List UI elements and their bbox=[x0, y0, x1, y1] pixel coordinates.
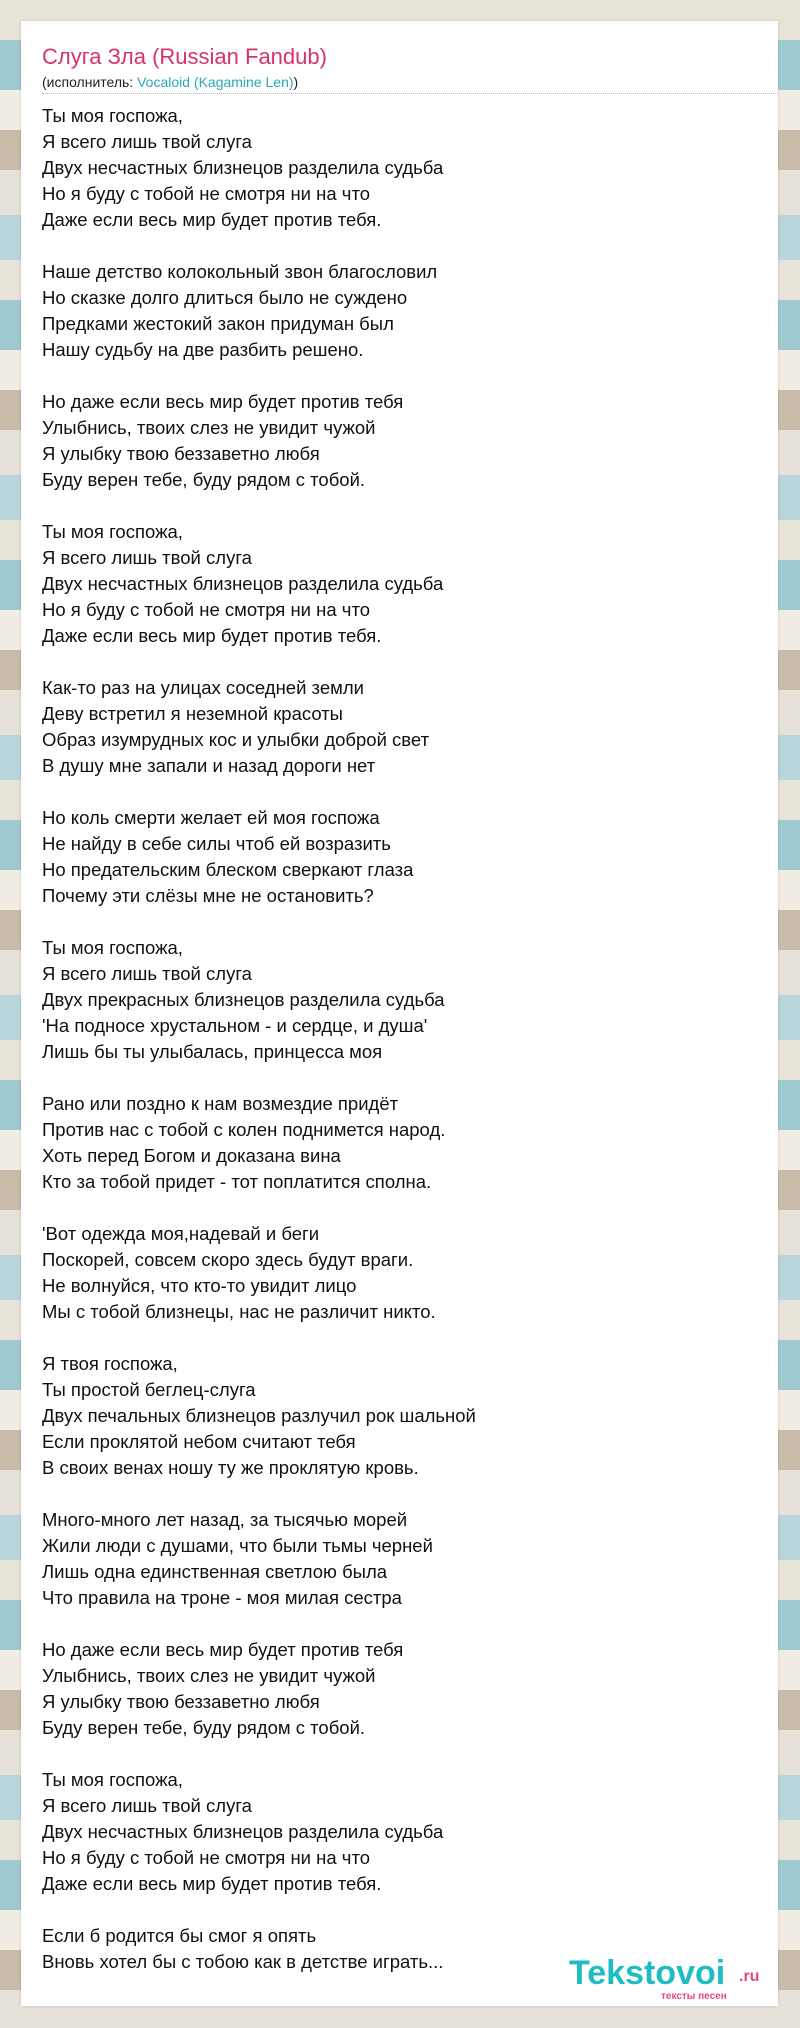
lyrics-line: Не найду в себе силы чтоб ей возразить bbox=[42, 833, 391, 854]
lyrics-line: Буду верен тебе, буду рядом с тобой. bbox=[42, 469, 366, 490]
lyrics-line: Но я буду с тобой не смотря ни на что bbox=[42, 1847, 370, 1868]
lyrics-line: Я улыбку твою беззаветно любя bbox=[42, 443, 320, 464]
lyrics-line: Мы с тобой близнецы, нас не различит никто. bbox=[42, 1301, 436, 1322]
lyrics-stanza bbox=[42, 389, 762, 493]
lyrics-line: Не волнуйся, что кто-то увидит лицо bbox=[42, 1275, 357, 1296]
lyrics-card bbox=[21, 21, 778, 2006]
lyrics-line: Но предательским блеском сверкают глаза bbox=[42, 859, 414, 880]
lyrics-line: Двух несчастных близнецов разделила судьба bbox=[42, 573, 444, 594]
lyrics-line: Ты моя госпожа, bbox=[42, 937, 183, 958]
lyrics-line: Поскорей, совсем скоро здесь будут враги. bbox=[42, 1249, 414, 1270]
lyrics-line: Даже если весь мир будет против тебя. bbox=[42, 209, 382, 230]
lyrics-line: Но я буду с тобой не смотря ни на что bbox=[42, 599, 370, 620]
logo-name: Tekstovoi bbox=[569, 1954, 726, 1992]
lyrics-line: Много-много лет назад, за тысячью морей bbox=[42, 1509, 408, 1530]
lyrics-line: Двух несчастных близнецов разделила судьба bbox=[42, 157, 444, 178]
lyrics-line: Кто за тобой придет - тот поплатится сполна. bbox=[42, 1171, 432, 1192]
lyrics-line: Предками жестокий закон придуман был bbox=[42, 313, 394, 334]
lyrics-line: 'На подносе хрустальном - и сердце, и душа' bbox=[42, 1015, 428, 1036]
lyrics-stanza bbox=[42, 1637, 762, 1741]
lyrics-line: Я всего лишь твой слуга bbox=[42, 547, 252, 568]
song-title: Слуга Зла (Russian Fandub) bbox=[42, 44, 327, 69]
lyrics-line: Но даже если весь мир будет против тебя bbox=[42, 1639, 404, 1660]
lyrics-line: 'Вот одежда моя,надевай и беги bbox=[42, 1223, 320, 1244]
lyrics-stanza bbox=[42, 1507, 762, 1611]
lyrics-line: Если проклятой небом считают тебя bbox=[42, 1431, 356, 1452]
lyrics-line: Ты моя госпожа, bbox=[42, 105, 183, 126]
lyrics-line: Я всего лишь твой слуга bbox=[42, 131, 252, 152]
lyrics-line: Жили люди с душами, что были тьмы черней bbox=[42, 1535, 433, 1556]
lyrics-line: Но сказке долго длиться было не суждено bbox=[42, 287, 408, 308]
lyrics-text bbox=[42, 103, 762, 2001]
lyrics-line: Даже если весь мир будет против тебя. bbox=[42, 1873, 382, 1894]
lyrics-line: Двух печальных близнецов разлучил рок шальной bbox=[42, 1405, 476, 1426]
lyrics-line: Почему эти слёзы мне не остановить? bbox=[42, 885, 374, 906]
lyrics-line: Вновь хотел бы с тобою как в детстве играть... bbox=[42, 1951, 444, 1972]
artist-prefix: (исполнитель: bbox=[42, 74, 138, 90]
lyrics-line: Рано или поздно к нам возмездие придёт bbox=[42, 1093, 399, 1114]
lyrics-line: В душу мне запали и назад дороги нет bbox=[42, 755, 376, 776]
lyrics-line: Но коль смерти желает ей моя госпожа bbox=[42, 807, 380, 828]
lyrics-line: Деву встретил я неземной красоты bbox=[42, 703, 343, 724]
lyrics-line: Двух прекрасных близнецов разделила судьба bbox=[42, 989, 445, 1010]
lyrics-line: В своих венах ношу ту же проклятую кровь. bbox=[42, 1457, 419, 1478]
lyrics-line: Буду верен тебе, буду рядом с тобой. bbox=[42, 1717, 366, 1738]
title-divider bbox=[42, 93, 778, 94]
lyrics-line: Если б родится бы смог я опять bbox=[42, 1925, 317, 1946]
lyrics-line: Улыбнись, твоих слез не увидит чужой bbox=[42, 1665, 376, 1686]
lyrics-line: Двух несчастных близнецов разделила судьба bbox=[42, 1821, 444, 1842]
lyrics-line: Но я буду с тобой не смотря ни на что bbox=[42, 183, 370, 204]
lyrics-line: Я всего лишь твой слуга bbox=[42, 963, 252, 984]
lyrics-stanza bbox=[42, 1767, 762, 1897]
lyrics-stanza bbox=[42, 103, 762, 233]
lyrics-stanza bbox=[42, 805, 762, 909]
lyrics-line: Я улыбку твою беззаветно любя bbox=[42, 1691, 320, 1712]
lyrics-line: Что правила на троне - моя милая сестра bbox=[42, 1587, 402, 1608]
lyrics-line: Лишь бы ты улыбалась, принцесса моя bbox=[42, 1041, 383, 1062]
lyrics-line: Наше детство колокольный звон благословил bbox=[42, 261, 438, 282]
lyrics-line: Как-то раз на улицах соседней земли bbox=[42, 677, 364, 698]
lyrics-line: Хоть перед Богом и доказана вина bbox=[42, 1145, 341, 1166]
lyrics-stanza bbox=[42, 1351, 762, 1481]
lyrics-line: Но даже если весь мир будет против тебя bbox=[42, 391, 404, 412]
artist-line bbox=[42, 74, 298, 90]
lyrics-line: Против нас с тобой с колен поднимется народ. bbox=[42, 1119, 446, 1140]
lyrics-line: Улыбнись, твоих слез не увидит чужой bbox=[42, 417, 376, 438]
lyrics-stanza bbox=[42, 519, 762, 649]
logo-tagline: тексты песен bbox=[661, 1991, 727, 2002]
lyrics-line: Я всего лишь твой слуга bbox=[42, 1795, 252, 1816]
lyrics-line: Ты моя госпожа, bbox=[42, 521, 183, 542]
artist-suffix: ) bbox=[293, 74, 299, 90]
lyrics-line: Ты простой беглец-слуга bbox=[42, 1379, 256, 1400]
lyrics-line: Лишь одна единственная светлою была bbox=[42, 1561, 388, 1582]
lyrics-line: Я твоя госпожа, bbox=[42, 1353, 178, 1374]
lyrics-stanza bbox=[42, 935, 762, 1065]
lyrics-line: Нашу судьбу на две разбить решено. bbox=[42, 339, 364, 360]
lyrics-line: Даже если весь мир будет против тебя. bbox=[42, 625, 382, 646]
lyrics-stanza bbox=[42, 1221, 762, 1325]
lyrics-stanza bbox=[42, 259, 762, 363]
artist-link[interactable]: Vocaloid (Kagamine Len) bbox=[137, 74, 294, 90]
site-logo[interactable] bbox=[569, 1954, 769, 2000]
lyrics-stanza bbox=[42, 1091, 762, 1195]
lyrics-line: Образ изумрудных кос и улыбки доброй свет bbox=[42, 729, 430, 750]
logo-tld: .ru bbox=[739, 1968, 760, 1985]
lyrics-stanza bbox=[42, 675, 762, 779]
lyrics-line: Ты моя госпожа, bbox=[42, 1769, 183, 1790]
